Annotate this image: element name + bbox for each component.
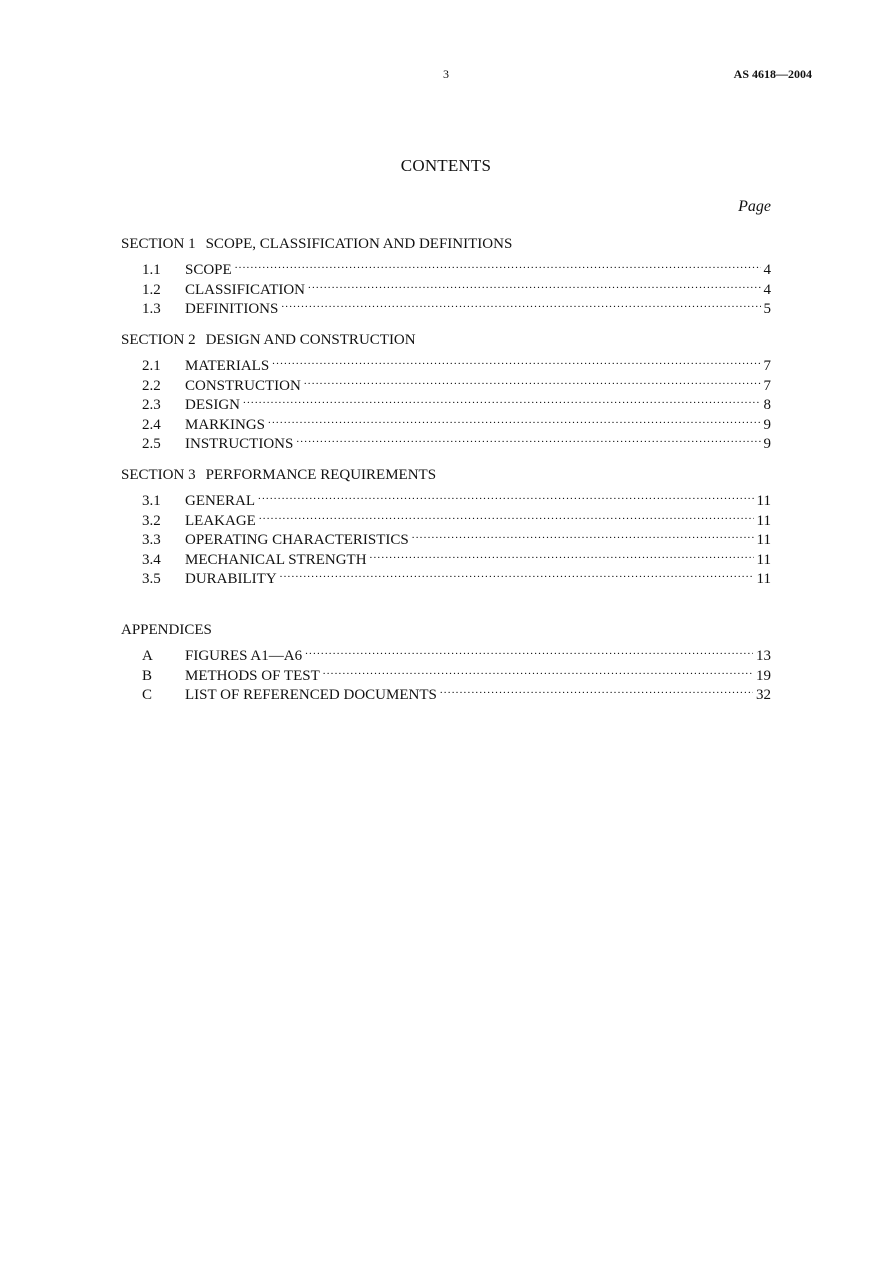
entry-title: LIST OF REFERENCED DOCUMENTS xyxy=(185,687,437,703)
dot-leader xyxy=(370,544,754,564)
entry-page: 4 xyxy=(763,262,771,278)
section-heading xyxy=(121,466,771,486)
page-column-label: Page xyxy=(738,198,771,215)
entry-number: 3.3 xyxy=(142,532,161,548)
dot-leader xyxy=(259,505,754,525)
section-heading xyxy=(121,235,771,255)
dot-leader xyxy=(308,274,760,294)
entry-title: CONSTRUCTION xyxy=(185,377,301,394)
table-of-contents xyxy=(121,235,771,703)
dot-leader xyxy=(440,680,753,700)
entry-page: 11 xyxy=(756,571,771,587)
entry-number: 2.2 xyxy=(142,377,161,394)
standard-id: AS 4618—2004 xyxy=(733,67,812,81)
dot-leader xyxy=(323,660,753,680)
entry-page: 5 xyxy=(763,301,771,317)
entry-title: DURABILITY xyxy=(185,571,277,587)
toc-entry[interactable] xyxy=(121,255,771,278)
entry-title: CLASSIFICATION xyxy=(185,281,306,298)
entry-title: LEAKAGE xyxy=(185,512,256,529)
entry-page: 8 xyxy=(763,397,771,413)
entry-number: 3.4 xyxy=(142,551,161,568)
dot-leader xyxy=(281,294,760,314)
entry-page: 32 xyxy=(756,687,771,703)
entry-page: 11 xyxy=(756,532,771,548)
entry-title: GENERAL xyxy=(185,493,255,509)
entry-title: METHODS OF TEST xyxy=(185,667,320,684)
entry-title: OPERATING CHARACTERISTICS xyxy=(185,532,409,548)
dot-leader xyxy=(412,525,754,545)
toc-appendices xyxy=(121,621,771,703)
entry-title: MECHANICAL STRENGTH xyxy=(185,551,367,568)
entry-page: 11 xyxy=(756,493,771,509)
entry-number: 2.4 xyxy=(142,416,161,433)
entry-title: INSTRUCTIONS xyxy=(185,436,294,452)
entry-number: B xyxy=(142,667,153,684)
entry-number: 2.3 xyxy=(142,397,161,413)
entry-title: FIGURES A1—A6 xyxy=(185,648,303,664)
entry-number: 1.1 xyxy=(142,262,161,278)
entry-title: DESIGN xyxy=(185,397,240,413)
entry-page: 19 xyxy=(756,667,771,684)
dot-leader xyxy=(305,641,753,661)
dot-leader xyxy=(268,409,760,429)
entry-title: MARKINGS xyxy=(185,416,266,433)
section-title: DESIGN AND CONSTRUCTION xyxy=(205,332,416,348)
appendices-heading: APPENDICES xyxy=(121,622,212,638)
contents-title: CONTENTS xyxy=(400,156,492,175)
entry-number: 2.1 xyxy=(142,358,161,374)
toc-section-1 xyxy=(121,235,771,317)
dot-leader xyxy=(296,429,760,449)
toc-section-3 xyxy=(121,466,771,587)
entry-page: 11 xyxy=(756,551,771,568)
toc-entry[interactable] xyxy=(121,641,771,664)
entry-number: 3.5 xyxy=(142,571,161,587)
entry-title: DEFINITIONS xyxy=(185,301,279,317)
entry-page: 4 xyxy=(763,281,771,298)
page-number: 3 xyxy=(443,67,449,81)
entry-number: 3.2 xyxy=(142,512,161,529)
entry-number: 2.5 xyxy=(142,436,161,452)
dot-leader xyxy=(235,255,761,275)
entry-number: 1.2 xyxy=(142,281,161,298)
dot-leader xyxy=(280,564,754,584)
entry-number: A xyxy=(142,648,153,664)
entry-number: C xyxy=(142,687,153,703)
dot-leader xyxy=(258,486,754,506)
dot-leader xyxy=(304,370,761,390)
toc-entry[interactable] xyxy=(121,351,771,374)
entry-number: 3.1 xyxy=(142,493,161,509)
dot-leader xyxy=(272,351,760,371)
toc-entry[interactable] xyxy=(121,486,771,509)
entry-page: 9 xyxy=(763,436,771,452)
section-label: SECTION 2 xyxy=(121,332,196,348)
entry-title: SCOPE xyxy=(185,262,232,278)
section-title: PERFORMANCE REQUIREMENTS xyxy=(205,467,437,483)
toc-section-2 xyxy=(121,331,771,452)
section-title: SCOPE, CLASSIFICATION AND DEFINITIONS xyxy=(205,236,513,252)
entry-page: 9 xyxy=(763,416,771,433)
entry-page: 7 xyxy=(763,377,771,394)
section-label: SECTION 3 xyxy=(121,467,196,483)
entry-title: MATERIALS xyxy=(185,358,270,374)
entry-number: 1.3 xyxy=(142,301,161,317)
dot-leader xyxy=(243,390,761,410)
entry-page: 7 xyxy=(763,358,771,374)
section-heading xyxy=(121,331,771,351)
section-label: SECTION 1 xyxy=(121,236,196,252)
entry-page: 11 xyxy=(756,512,771,529)
entry-page: 13 xyxy=(756,648,771,664)
